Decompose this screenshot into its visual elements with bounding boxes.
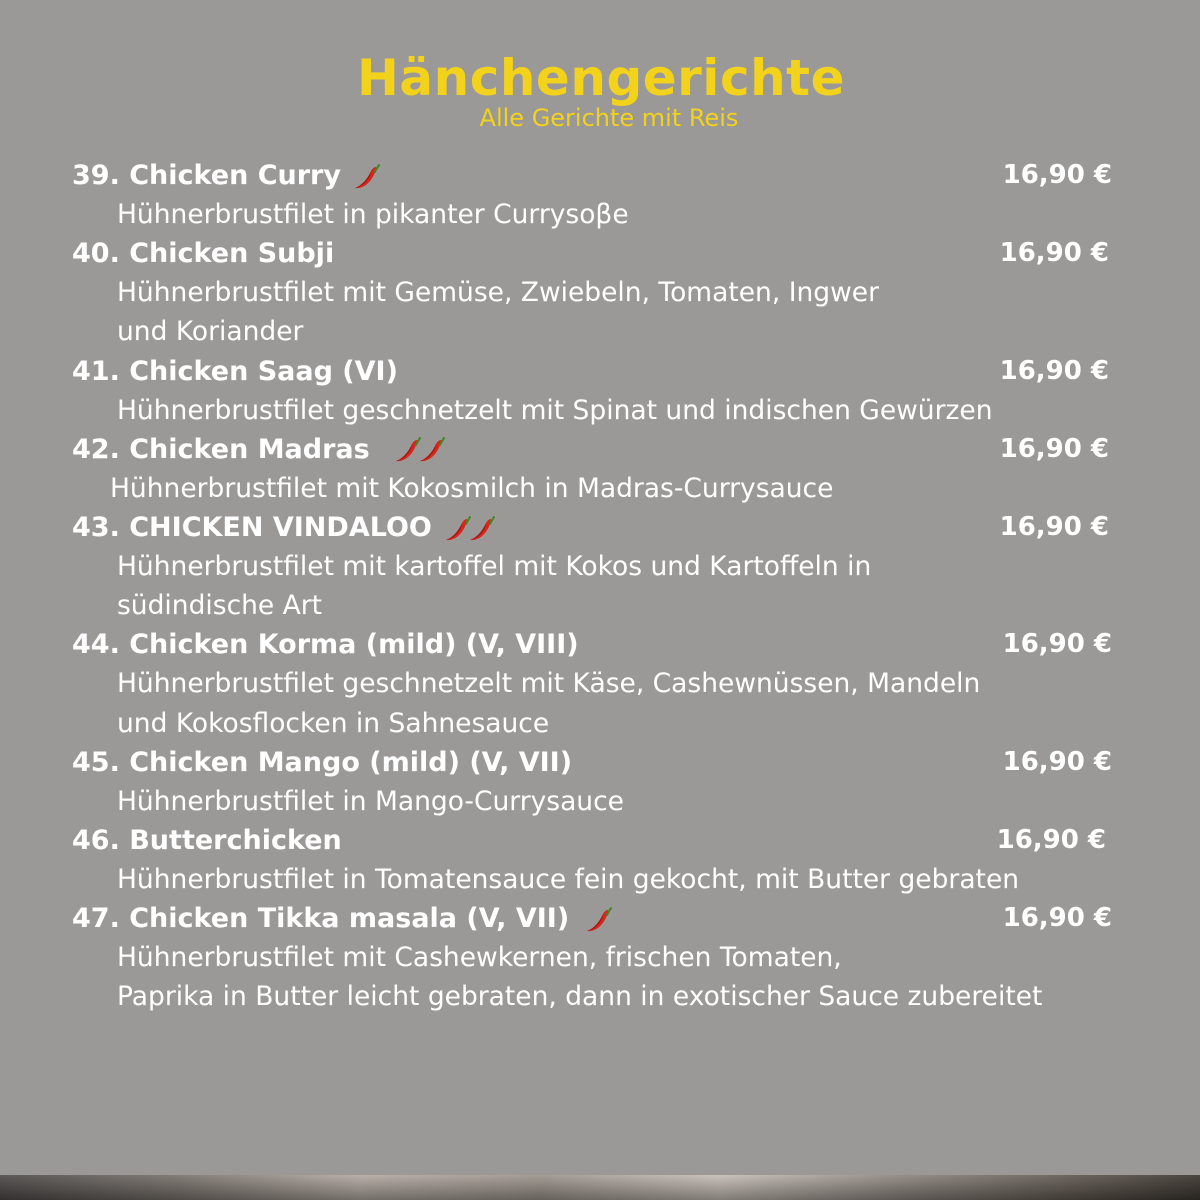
menu-item (72, 743, 1112, 821)
menu-item-header (72, 430, 1112, 469)
menu-item (72, 352, 1112, 430)
menu-item-description: und Kokosflocken in Sahnesauce (117, 707, 550, 739)
menu-item-price: 16,90 € (1002, 903, 1112, 934)
spicy-indicator (442, 512, 490, 551)
menu-item-name: 43. CHICKEN VINDALOO (72, 512, 432, 544)
menu-item-name: 42. Chicken Madras (72, 433, 370, 465)
menu-item (72, 508, 1112, 625)
menu-item-name: 44. Chicken Korma (mild) (V, VIII) (72, 629, 579, 661)
menu-item (72, 156, 1112, 234)
menu-item-header (72, 234, 1112, 273)
menu-item-description: und Koriander (117, 316, 304, 348)
chili-icon (351, 163, 381, 193)
menu-item-name: 41. Chicken Saag (VI) (72, 355, 398, 387)
menu-item (72, 430, 1112, 508)
menu-item-price: 16,90 € (999, 355, 1109, 386)
menu-item-name: 40. Chicken Subji (72, 238, 335, 270)
menu-item-name: 39. Chicken Curry (72, 160, 341, 191)
menu-list (72, 156, 1112, 1017)
menu-item-header (72, 508, 1112, 547)
menu-item-description: Hühnerbrustfilet mit Kokosmilch in Madras-Currysauce (110, 472, 834, 504)
menu-item-name: 47. Chicken Tikka masala (V, VII) (72, 903, 570, 935)
spicy-indicator (351, 160, 375, 199)
menu-item-description: Hühnerbrustfilet in pikanter Currysoβe (117, 199, 629, 230)
menu-item-price: 16,90 € (996, 825, 1106, 856)
chili-icon (466, 515, 496, 545)
menu-item-header (72, 156, 1112, 195)
menu-item-price: 16,90 € (1002, 160, 1112, 190)
menu-item-name: 46. Butterchicken (72, 825, 342, 857)
menu-item-header (72, 352, 1112, 391)
menu-item-price: 16,90 € (999, 238, 1109, 269)
menu-header (0, 48, 1200, 132)
spicy-indicator (392, 434, 440, 473)
menu-item-price: 16,90 € (1002, 629, 1112, 660)
menu-item-header (72, 899, 1112, 938)
menu-item-description: südindische Art (117, 590, 323, 622)
menu-item-price: 16,90 € (1002, 746, 1112, 777)
menu-item-description: Hühnerbrustfilet geschnetzelt mit Käse, Cashewnüssen, Mandeln (117, 668, 981, 700)
menu-item-description: Hühnerbrustfilet in Tomatensauce fein gekocht, mit Butter gebraten (117, 864, 1020, 896)
menu-item-header (72, 625, 1112, 664)
menu-item-description: Hühnerbrustfilet mit kartoffel mit Kokos und Kartoffeln in (117, 551, 872, 583)
menu-item-price: 16,90 € (999, 512, 1109, 543)
menu-item (72, 625, 1112, 742)
menu-item (72, 821, 1112, 899)
menu-item-description: Hühnerbrustfilet mit Gemüse, Zwiebeln, Tomaten, Ingwer (117, 277, 880, 309)
menu-item-description: Hühnerbrustfilet in Mango-Currysauce (117, 785, 624, 817)
spicy-indicator (583, 903, 607, 942)
page-title: Hänchengerichte (357, 49, 845, 107)
chili-icon (583, 906, 613, 936)
chili-icon (416, 436, 446, 466)
menu-item (72, 234, 1112, 351)
menu-item-header (72, 743, 1112, 782)
background-photo-strip (0, 1175, 1200, 1200)
menu-item-price: 16,90 € (999, 433, 1109, 464)
menu-item-name: 45. Chicken Mango (mild) (V, VII) (72, 746, 573, 778)
menu-item-header (72, 821, 1112, 860)
menu-item-description: Hühnerbrustfilet geschnetzelt mit Spinat und indischen Gewürzen (117, 394, 993, 426)
menu-item-description: Hühnerbrustfilet mit Cashewkernen, frischen Tomaten, (117, 942, 842, 974)
page-subtitle: Alle Gerichte mit Reis (479, 104, 739, 132)
menu-item-description: Paprika in Butter leicht gebraten, dann in exotischer Sauce zubereitet (117, 981, 1043, 1013)
menu-item (72, 899, 1112, 1016)
